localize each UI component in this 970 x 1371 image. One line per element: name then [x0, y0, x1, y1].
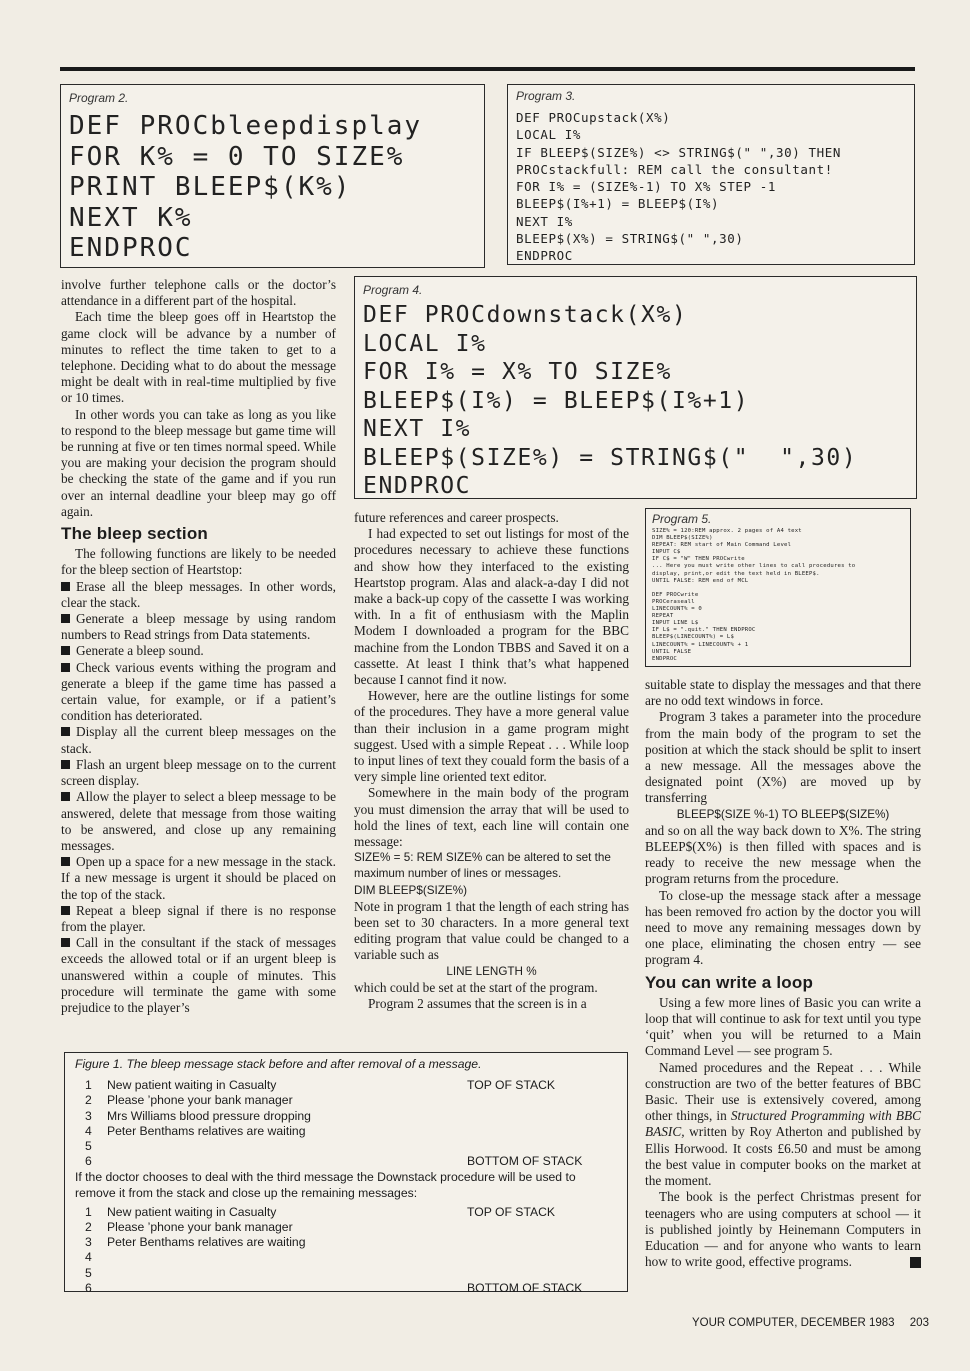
code-line: FOR K% = 0 TO SIZE% [69, 141, 405, 172]
code-line: NEXT I% [516, 213, 573, 229]
code-line: ENDPROC [516, 248, 573, 264]
code-snippet: LINE LENGTH % [446, 964, 537, 978]
paragraph: future references and career prospects. [354, 510, 559, 525]
paragraph: which could be set at the start of the program. [354, 979, 598, 995]
code-line: SIZE% = 120:REM approx. 2 pages of A4 text [652, 528, 802, 534]
program-2-box [60, 84, 485, 268]
program-4-code [363, 301, 908, 501]
bullet-item: Check various events withing the program and generate a bleep if the game time has passed a certain value, for example, or if a patient’s condition has deteriorated. [61, 659, 336, 724]
footer-publication: YOUR COMPUTER, DECEMBER 1983 [692, 1317, 895, 1329]
figure-caption: Figure 1. The bleep message stack before and after removal of a message. [75, 1057, 482, 1071]
stack-row: 2 Please ’phone your bank manager [85, 1093, 293, 1108]
code-line: LINECOUNT% = 0 [652, 606, 702, 613]
paragraph: However, here are the outline listings for some of the procedures. They have a more general value than their inclusion in a game program might suggest. Used with a simple Repeat . . . While loop to input lines of text they couald form the basis of a very simple line oriented text editor. [354, 688, 629, 785]
code-line: UNTIL FALSE [652, 648, 692, 655]
code-line: LOCAL I% [516, 127, 582, 143]
code-line: FOR I% = X% TO SIZE% [363, 359, 672, 385]
figure-1-box [64, 1052, 628, 1295]
code-line: NEXT I% [363, 416, 472, 442]
code-line: ENDPROC [652, 655, 677, 662]
code-line: IF C$ = "W" THEN PROCwrite [652, 556, 745, 563]
bullet-item: Generate a bleep message by using random numbers to Read strings from Data statements. [61, 611, 336, 643]
stack-row: 2 Please ’phone your bank manager [85, 1220, 293, 1235]
code-line: DEF PROCdownstack(X%) [363, 302, 688, 328]
stack-row: 3 Mrs Williams blood pressure dropping [85, 1108, 311, 1123]
bullet-item: Allow the player to select a bleep message to be answered, delete that message from those waiting to be answered, and close up any remaining messages. [61, 789, 336, 853]
column-3 [645, 677, 921, 1270]
stack-row: 5 [85, 1265, 92, 1280]
code-line: DEF PROCupstack(X%) [516, 110, 671, 125]
paragraph: In other words you can take as long as you like to respond to the bleep message but game time will be running at five or ten times normal speed. While you are making your decision the program should be checking the state of the game and if you run over an internal deadline your bleep may go off again. [61, 406, 336, 519]
code-line: INPUT C$ [652, 549, 681, 556]
paragraph: Somewhere in the main body of the program you must dimension the array that will be used to hold the lines of text, each line will contain one message: [354, 785, 629, 850]
column-1 [61, 277, 336, 1016]
program-2-label: Program 2. [69, 91, 129, 105]
bullet-square-icon [61, 792, 70, 801]
program-4-box [354, 276, 917, 499]
code-line: NEXT K% [69, 202, 193, 233]
bullet-square-icon [61, 727, 70, 736]
bullet-square-icon [61, 760, 70, 769]
section-heading: You can write a loop [645, 972, 814, 992]
code-line: REPEAT: REM start of Main Command Level [652, 542, 792, 549]
end-mark-icon [910, 1257, 921, 1268]
bullet-square-icon [61, 582, 70, 591]
code-line: BLEEP$(SIZE%) = STRING$(" ",30) [363, 444, 858, 471]
page-footer [692, 1317, 929, 1329]
paragraph: Note in program 1 that the length of each string has been set to 30 characters. In a more general text editing program that value could be changed to a variable such as [354, 898, 629, 963]
section-heading: The bleep section [61, 524, 208, 544]
code-line: FOR I% = (SIZE%-1) TO X% STEP -1 [516, 179, 777, 195]
bullet-item: Erase all the bleep messages. In other words, clear the stack. [61, 578, 336, 610]
bullet-square-icon [61, 614, 70, 623]
bullet-item: Display all the current bleep messages on the stack. [61, 724, 336, 756]
code-line: ENDPROC [69, 233, 193, 263]
code-line: LINECOUNT% = LINECOUNT% + 1 [652, 641, 749, 648]
paragraph: Using a few more lines of Basic you can write a loop that will continue to ask for text until you type ‘quit’ when you will be returned to a Main Command Level — see program 5. [645, 994, 921, 1059]
code-line: BLEEP$(X%) = STRING$(" ",30) [516, 231, 744, 247]
code-line: BLEEP$(LINECOUNT%) = L$ [652, 634, 735, 641]
code-line: display, print,or edit the text held in BLEEP$. [652, 570, 820, 577]
code-line: ENDPROC [363, 473, 472, 499]
code-line: INPUT LINE L$ [652, 620, 699, 627]
paragraph: and so on all the way back down to X%. The string BLEEP$(X%) is then filled with spaces and is ready to receive the new message when the program returns from the procedure. [645, 822, 921, 887]
stack-row: 6 BOTTOM OF STACK [85, 1280, 583, 1295]
code-line: DEF PROCbleepdisplay [69, 111, 423, 141]
paragraph: suitable state to display the messages and that there are no odd text windows in force. [645, 677, 921, 709]
code-line: BLEEP$(I%) = BLEEP$(I%+1) [363, 387, 750, 414]
book-title: Structured Programming with BBC BASIC, [645, 1108, 921, 1140]
program-5-box [645, 508, 911, 667]
stack-row: 1 New patient waiting in Casualty TOP OF STACK [85, 1078, 556, 1093]
code-snippet: SIZE% = 5: REM SIZE% can be altered to set the maximum number of lines or messages. [354, 851, 611, 881]
code-snippet: DIM BLEEP$(SIZE%) [354, 883, 468, 897]
top-rule [60, 67, 915, 71]
paragraph: To close-up the message stack after a message has been removed fro action by the doctor you will need to move any remaining messages down by one place, eliminating the chosen entry — see program 4. [645, 887, 921, 968]
paragraph: Each time the bleep goes off in Heartstop the game clock will be advance by a number of minutes to reflect the time taken to get to a telephone. Deciding what to do about the message might be dealt with in real-time multiplied by five or 10 times. [61, 309, 336, 406]
paragraph: I had expected to set out listings for most of the procedures necessary to achieve these functions and show how they interfaced to the existing Heartstop program. Alas and alack-a-day I did not make a back-up copy of the cassette I was working with. In a fit of enthusiasm with the Maplin Modem I downloaded a program for the BBC machine from the London TBBS and Saved it on a cassette. At least I think that’s what happened because I cannot find it now. [354, 526, 629, 688]
program-4-label: Program 4. [363, 283, 423, 297]
bullet-square-icon [61, 646, 70, 655]
page-number: 203 [909, 1317, 929, 1329]
program-2-code [69, 111, 476, 264]
code-snippet: BLEEP$(SIZE %-1) TO BLEEP$(SIZE%) [676, 807, 890, 821]
stack-row: 3 Peter Benthams relatives are waiting [85, 1235, 306, 1250]
bullet-item: Call in the consultant if the stack of messages exceeds the allowed total or if an urgent bleep is unanswered within a couple of minutes. This procedure will terminate the game with some prejudice to the player’s [61, 935, 336, 1015]
program-3-box [507, 84, 915, 265]
program-3-label: Program 3. [516, 89, 576, 103]
stack-row: 6 BOTTOM OF STACK [85, 1154, 583, 1169]
code-line: IF BLEEP$(SIZE%) <> STRING$(" ",30) THEN [516, 144, 842, 160]
paragraph: Program 3 takes a parameter into the procedure from the main body of the program to set the position at which the stack should be split to insert a new message. All the messages above the designated point (X%) are moved up by transferring [645, 709, 921, 806]
bullet-square-icon [61, 663, 70, 672]
code-line: IF L$ = ".quit." THEN ENDPROC [652, 627, 756, 634]
paragraph: involve further telephone calls or the doctor’s attendance in a different part of the hospital. [61, 277, 336, 309]
stack-row: 4 Peter Benthams relatives are waiting [85, 1123, 306, 1138]
bullet-item: Generate a bleep sound. [61, 643, 336, 659]
paragraph: Named procedures and the Repeat . . . While construction are two of the better features of BBC Basic. Their use is extensively covered, among other things, in Structured Programming with BBC BASIC, written by Roy Atherton and published by Ellis Horwood. It costs £6.50 and must be among the best value in computer books on the market at the moment. [645, 1059, 921, 1189]
program-5-label: Program 5. [652, 512, 712, 526]
code-line: ... Here you must write other lines to call procedures to [652, 563, 856, 570]
code-line: UNTIL FALSE: REM end of MCL [652, 577, 749, 584]
paragraph: The book is the perfect Christmas present for teenagers who are using computers at school — it is published jointly by Heinemann Computers in Education — and for anyone who wants to learn how to write good, effective programs. [645, 1189, 921, 1270]
code-line: LOCAL I% [363, 330, 487, 357]
code-line: PRINT BLEEP$(K%) [69, 172, 352, 202]
paragraph: The following functions are likely to be needed for the bleep section of Heartstop: [61, 546, 336, 578]
bullet-item: Flash an urgent bleep message on to the current screen display. [61, 756, 336, 789]
bullet-square-icon [61, 906, 70, 915]
bullet-square-icon [61, 857, 70, 866]
code-line: DIM BLEEP$(SIZE%) [652, 535, 713, 542]
code-line: REPEAT [652, 613, 674, 620]
column-2 [354, 510, 629, 1012]
code-line: PROCeraseall [652, 598, 695, 605]
bullet-item: Open up a space for a new message in the stack. If a new message is urgent it should be placed on the top of the stack. [61, 854, 336, 902]
stack-row: 1 New patient waiting in Casualty TOP OF STACK [85, 1204, 556, 1219]
code-line: BLEEP$(I%+1) = BLEEP$(I%) [516, 196, 720, 212]
paragraph: Program 2 assumes that the screen is in a [368, 996, 587, 1012]
bullet-item: Repeat a bleep signal if there is no response from the player. [61, 902, 336, 934]
program-3-code [516, 109, 906, 265]
bullet-square-icon [61, 938, 70, 947]
program-5-code [652, 528, 904, 663]
code-line: PROCstackfull: REM call the consultant! [516, 161, 833, 177]
code-line: DEF PROCwrite [652, 591, 699, 598]
figure-middle-text: If the doctor chooses to deal with the third message the Downstack procedure will be used to remove it from the stack and close up the remaining messages: [75, 1170, 576, 1200]
stack-row: 5 [85, 1139, 92, 1154]
stack-row: 4 [85, 1250, 92, 1265]
